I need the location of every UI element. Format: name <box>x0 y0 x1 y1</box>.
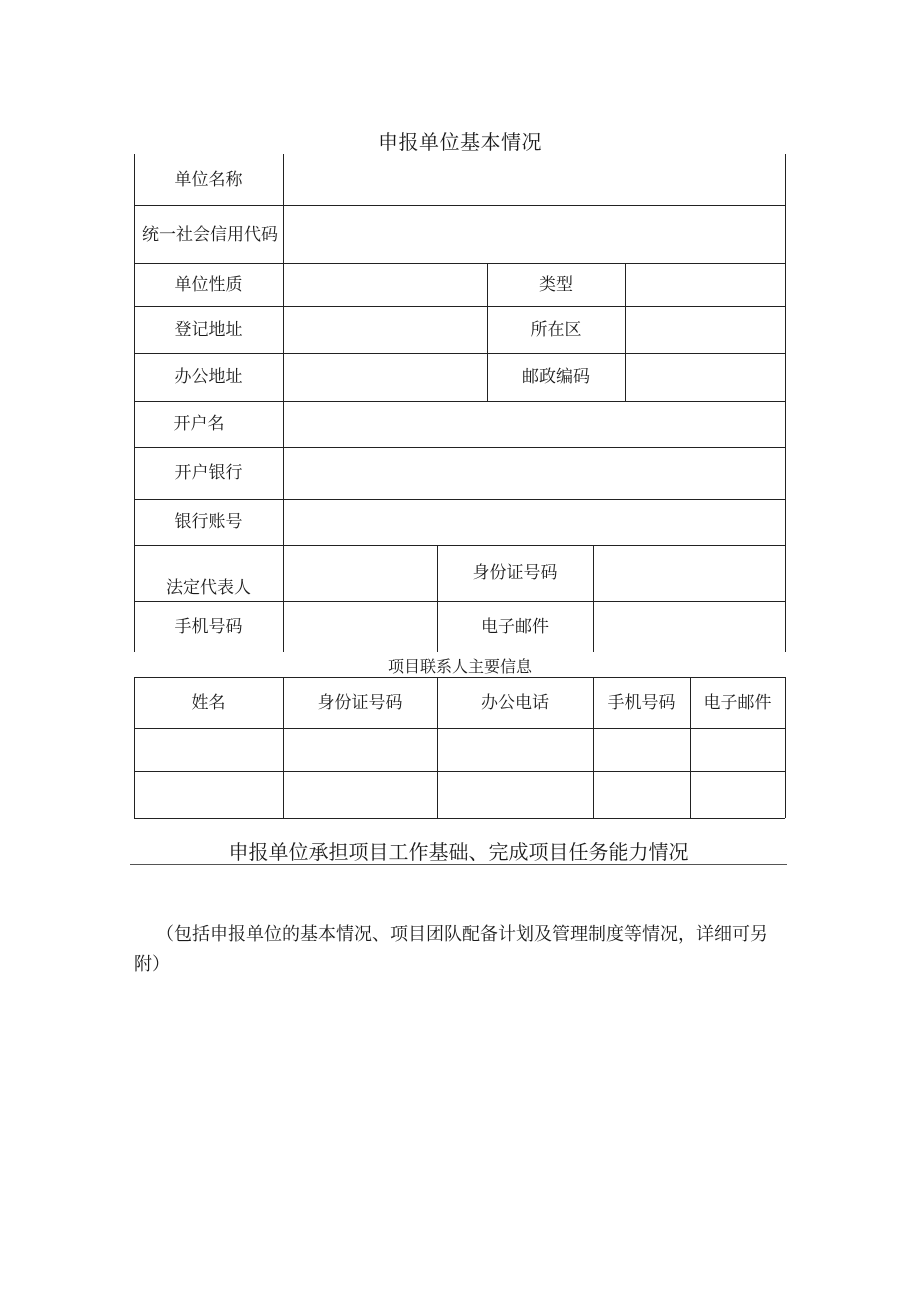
label-mobile: 手机号码 <box>174 616 243 637</box>
contacts-title: 项目联系人主要信息 <box>387 657 532 676</box>
input-postal-code[interactable] <box>625 353 785 401</box>
table-row[interactable] <box>134 728 785 771</box>
capability-title: 申报单位承担项目工作基础、完成项目任务能力情况 <box>228 840 689 864</box>
header-email: 电子邮件 <box>703 692 772 713</box>
input-email[interactable] <box>593 601 785 652</box>
header-mobile: 手机号码 <box>607 692 676 713</box>
page-title: 申报单位基本情况 <box>378 130 542 154</box>
input-office-address[interactable] <box>283 353 487 401</box>
input-bank[interactable] <box>283 447 785 499</box>
input-legal-rep[interactable] <box>283 545 437 601</box>
input-district[interactable] <box>625 306 785 353</box>
input-credit-code[interactable] <box>283 206 785 263</box>
label-account-name: 开户名 <box>173 414 225 434</box>
label-id-no: 身份证号码 <box>472 563 558 583</box>
label-credit-code: 统一社会信用代码 <box>142 224 278 245</box>
capability-rule <box>130 864 787 865</box>
input-unit-name[interactable] <box>283 154 785 205</box>
capability-note: （包括申报单位的基本情况、项目团队配备计划及管理制度等情况，详细可另附） <box>134 924 768 975</box>
label-unit-nature: 单位性质 <box>174 274 243 295</box>
header-id-no: 身份证号码 <box>317 692 403 713</box>
input-unit-nature[interactable] <box>283 263 487 306</box>
label-unit-name: 单位名称 <box>174 169 243 190</box>
label-email: 电子邮件 <box>481 616 549 637</box>
label-district: 所在区 <box>530 319 582 340</box>
table-row[interactable] <box>134 771 785 818</box>
input-mobile[interactable] <box>283 601 437 652</box>
input-account-no[interactable] <box>283 499 785 545</box>
input-type[interactable] <box>625 263 785 306</box>
label-bank: 开户银行 <box>174 463 243 483</box>
label-office-address: 办公地址 <box>174 367 243 387</box>
input-reg-address[interactable] <box>283 306 487 353</box>
label-reg-address: 登记地址 <box>174 319 243 340</box>
header-office-phone: 办公电话 <box>481 692 549 713</box>
label-legal-rep: 法定代表人 <box>166 578 251 598</box>
label-account-no: 银行账号 <box>174 512 243 532</box>
label-type: 类型 <box>539 274 573 295</box>
input-account-name[interactable] <box>283 401 785 447</box>
label-postal-code: 邮政编码 <box>522 367 590 387</box>
input-id-no[interactable] <box>593 545 785 601</box>
header-name: 姓名 <box>191 692 226 713</box>
